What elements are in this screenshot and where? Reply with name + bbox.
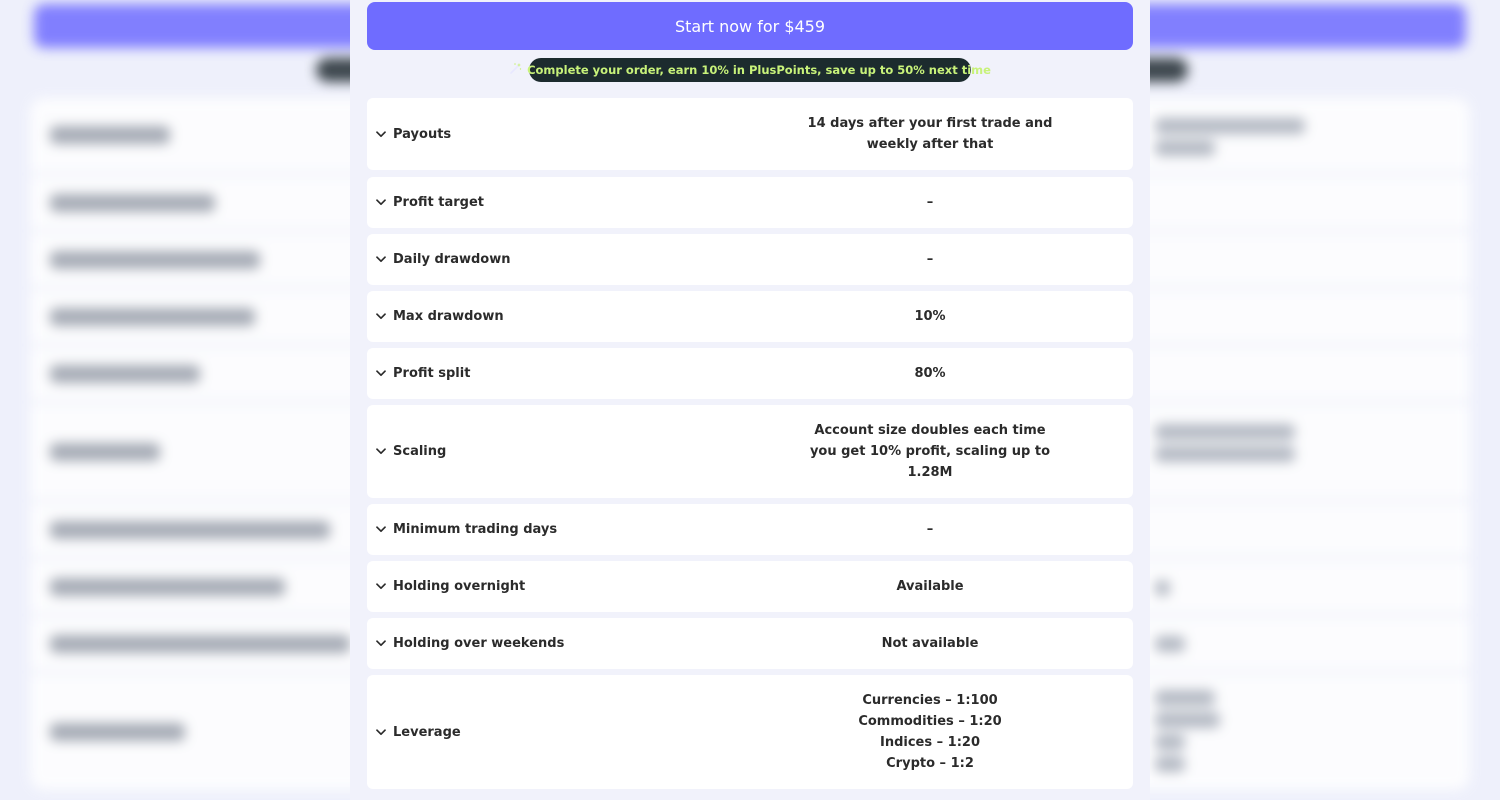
chevron-down-icon[interactable] bbox=[376, 639, 386, 649]
pluspoints-promo-badge bbox=[527, 58, 991, 82]
feature-row-payouts[interactable] bbox=[367, 98, 1133, 170]
feature-row-header bbox=[367, 725, 750, 740]
plan-details-panel bbox=[350, 0, 1150, 800]
feature-row-max-drawdown[interactable] bbox=[367, 291, 1133, 342]
feature-row-daily-drawdown[interactable] bbox=[367, 234, 1133, 285]
feature-value-line: you get 10% profit, scaling up to bbox=[809, 444, 1051, 459]
feature-value bbox=[750, 113, 1110, 155]
feature-row-scaling[interactable] bbox=[367, 405, 1133, 498]
background-row bbox=[1155, 446, 1295, 462]
feature-row-header bbox=[367, 127, 750, 142]
feature-label: Profit split bbox=[393, 366, 471, 381]
background-row bbox=[50, 308, 255, 326]
feature-label: Minimum trading days bbox=[393, 522, 558, 537]
feature-value bbox=[750, 519, 1110, 540]
chevron-down-icon[interactable] bbox=[376, 369, 386, 379]
feature-value-line: Currencies – 1:100 bbox=[862, 693, 998, 708]
feature-label: Profit target bbox=[393, 195, 484, 210]
chevron-down-icon[interactable] bbox=[376, 727, 386, 737]
feature-label: Holding over weekends bbox=[393, 636, 565, 651]
feature-row-header bbox=[367, 366, 750, 381]
feature-label: Payouts bbox=[393, 126, 452, 142]
feature-value-line: Indices – 1:20 bbox=[879, 735, 980, 750]
promo-text: Complete your order, earn 10% in PlusPoints, save up to 50% next time bbox=[527, 63, 991, 77]
feature-value bbox=[750, 633, 1110, 654]
feature-row-header bbox=[367, 195, 750, 210]
feature-value bbox=[750, 306, 1110, 327]
feature-label: Leverage bbox=[393, 724, 461, 740]
feature-value-line: Commodities – 1:20 bbox=[858, 714, 1002, 729]
chevron-down-icon[interactable] bbox=[376, 129, 386, 139]
feature-row-holding-over-weekends[interactable] bbox=[367, 618, 1133, 669]
chevron-down-icon[interactable] bbox=[376, 582, 386, 592]
feature-row-header bbox=[367, 444, 750, 459]
background-row bbox=[50, 365, 200, 383]
feature-row-header bbox=[367, 579, 750, 594]
feature-value-line: – bbox=[926, 522, 934, 537]
background-row bbox=[50, 635, 350, 653]
feature-label: Scaling bbox=[393, 444, 447, 459]
chevron-down-icon[interactable] bbox=[376, 312, 386, 322]
feature-row-header bbox=[367, 522, 750, 537]
start-now-button[interactable]: Start now for $459 bbox=[367, 2, 1133, 50]
feature-value bbox=[750, 363, 1110, 384]
chevron-down-icon[interactable] bbox=[376, 198, 386, 208]
feature-value bbox=[750, 690, 1110, 774]
feature-row-leverage[interactable] bbox=[367, 675, 1133, 789]
feature-value-line: Available bbox=[896, 579, 964, 594]
feature-row-header bbox=[367, 636, 750, 651]
feature-value-line: 1.28M bbox=[907, 465, 953, 480]
feature-row-minimum-trading-days[interactable] bbox=[367, 504, 1133, 555]
background-row bbox=[1155, 636, 1185, 652]
feature-row-header bbox=[367, 309, 750, 324]
feature-value-line: 14 days after your first trade and bbox=[807, 116, 1053, 131]
background-row bbox=[50, 521, 330, 539]
feature-label: Holding overnight bbox=[393, 579, 526, 594]
feature-row-profit-target[interactable] bbox=[367, 177, 1133, 228]
background-row bbox=[1155, 140, 1215, 156]
feature-value bbox=[750, 192, 1110, 213]
background-row bbox=[1155, 734, 1185, 750]
feature-row-header bbox=[367, 252, 750, 267]
background-row bbox=[50, 126, 170, 144]
chevron-down-icon[interactable] bbox=[376, 447, 386, 457]
background-row bbox=[50, 723, 185, 741]
feature-label: Max drawdown bbox=[393, 309, 504, 324]
feature-value-line: – bbox=[926, 195, 934, 210]
feature-value-line: Not available bbox=[881, 636, 979, 651]
background-row bbox=[1155, 118, 1305, 134]
feature-row-profit-split[interactable] bbox=[367, 348, 1133, 399]
background-row bbox=[50, 443, 160, 461]
feature-label: Daily drawdown bbox=[393, 252, 511, 267]
feature-value bbox=[750, 420, 1110, 483]
feature-value bbox=[750, 249, 1110, 270]
feature-value-line: 80% bbox=[914, 366, 946, 381]
background-row bbox=[50, 578, 285, 596]
feature-value-line: 10% bbox=[914, 309, 946, 324]
feature-value-line: Crypto – 1:2 bbox=[886, 756, 974, 771]
chevron-down-icon[interactable] bbox=[376, 525, 386, 535]
feature-value-line: Account size doubles each time bbox=[814, 423, 1046, 438]
background-row bbox=[1155, 580, 1170, 596]
feature-value-line: weekly after that bbox=[866, 137, 994, 152]
magic-wand-icon bbox=[509, 62, 522, 78]
feature-value bbox=[750, 576, 1110, 597]
feature-value-line: – bbox=[926, 252, 934, 267]
background-row bbox=[50, 194, 215, 212]
background-row bbox=[1155, 690, 1215, 706]
feature-row-holding-overnight[interactable] bbox=[367, 561, 1133, 612]
background-row bbox=[1155, 424, 1295, 440]
background-row bbox=[50, 251, 260, 269]
chevron-down-icon[interactable] bbox=[376, 255, 386, 265]
background-row bbox=[1155, 756, 1185, 772]
background-row bbox=[1155, 712, 1220, 728]
